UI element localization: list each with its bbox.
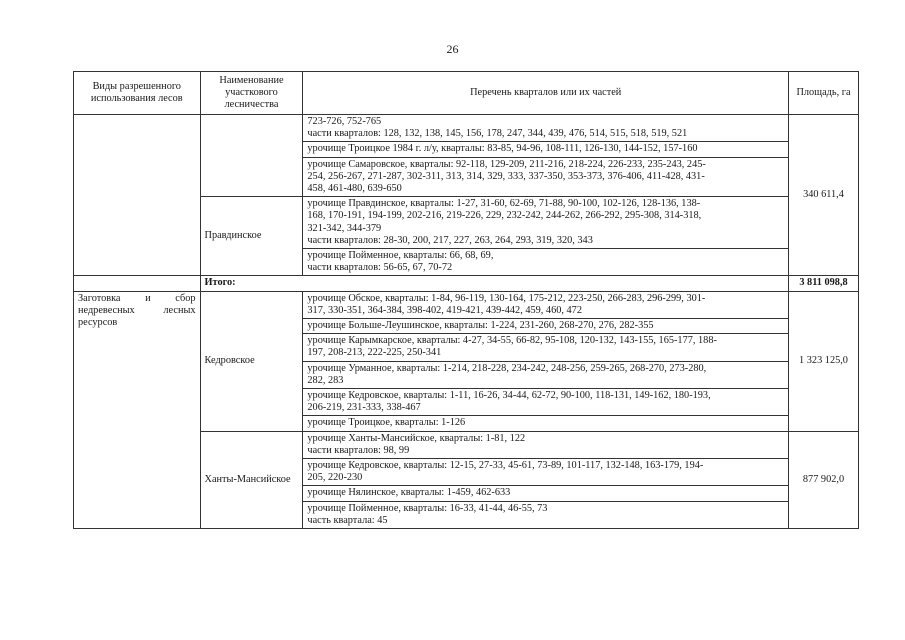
text-line: урочище Троицкое, кварталы: 1-126 [307, 417, 466, 429]
table-header-row [74, 72, 859, 115]
text-line: урочище Ханты-Мансийское, кварталы: 1-81, 122 [307, 432, 526, 444]
page-number: 26 [446, 42, 459, 56]
total-value: 3 811 098,8 [789, 276, 859, 291]
quarters-cell [303, 486, 789, 501]
quarters-cell [303, 361, 789, 388]
quarters-cell [303, 431, 789, 458]
text-line: урочище Правдинское, кварталы: 1-27, 31-60, 62-69, 71-88, 90-100, 102-126, 128-136, 138- [307, 198, 701, 210]
text-line: 205, 220-230 [307, 472, 363, 484]
quarters-cell [303, 157, 789, 197]
total-row [74, 276, 859, 291]
forestry-cell: Ханты-Мансийское [200, 431, 303, 528]
quarters-cell [303, 319, 789, 334]
text-line: урочище Нялинское, кварталы: 1-459, 462-633 [307, 487, 511, 499]
area-cell: 1 323 125,0 [789, 291, 859, 431]
total-empty-cell [74, 276, 201, 291]
text-line: урочище Кедровское, кварталы: 1-11, 16-26, 34-44, 62-72, 90-100, 118-131, 149-162, 180-193, [307, 390, 711, 402]
text-line: 206-219, 231-333, 338-467 [307, 402, 421, 414]
text-line: 321-342, 344-379 [307, 222, 382, 234]
quarters-cell [303, 459, 789, 486]
quarters-cell [303, 197, 789, 249]
area-cell: 877 902,0 [789, 431, 859, 528]
text-line: урочище Кедровское, кварталы: 12-15, 27-33, 45-61, 73-89, 101-117, 132-148, 163-179, 194- [307, 460, 704, 472]
header-forestry: Наименование участкового лесничества [200, 72, 303, 115]
text-line: часть квартала: 45 [307, 514, 388, 526]
text-line: урочище Урманное, кварталы: 1-214, 218-228, 234-242, 248-256, 259-265, 268-270, 273-280, [307, 362, 707, 374]
text-line: 282, 283 [307, 374, 344, 386]
quarters-cell [303, 334, 789, 361]
text-line: урочище Карымкарское, кварталы: 4-27, 34-55, 66-82, 95-108, 120-132, 143-155, 165-177, 188- [307, 335, 717, 347]
text-line: 197, 208-213, 222-225, 250-341 [307, 347, 442, 359]
quarters-cell [303, 501, 789, 528]
text-line: части кварталов: 128, 132, 138, 145, 156, 178, 247, 344, 439, 476, 514, 515, 518, 519, 521 [307, 128, 688, 140]
table-row [74, 291, 859, 318]
text-line: 168, 170-191, 194-199, 202-216, 219-226, 229, 232-242, 244-262, 266-292, 295-308, 314-318, [307, 210, 702, 222]
quarters-cell [303, 115, 789, 142]
forestry-cell-empty [200, 115, 303, 197]
text-line: урочище Обское, кварталы: 1-84, 96-119, 130-164, 175-212, 223-250, 266-283, 296-299, 301- [307, 292, 706, 304]
quarters-cell [303, 291, 789, 318]
forestry-cell: Правдинское [200, 197, 303, 276]
quarters-cell [303, 416, 789, 431]
text-line: урочище Пойменное, кварталы: 16-33, 41-44, 46-55, 73 [307, 502, 548, 514]
header-area: Площадь, га [789, 72, 859, 115]
total-label: Итого: [200, 276, 788, 291]
quarters-cell [303, 389, 789, 416]
quarters-cell [303, 142, 789, 157]
quarters-cell [303, 249, 789, 276]
area-cell: 340 611,4 [789, 115, 859, 276]
forestry-cell: Кедровское [200, 291, 303, 431]
text-line: части кварталов: 56-65, 67, 70-72 [307, 262, 453, 274]
text-line: части кварталов: 28-30, 200, 217, 227, 263, 264, 293, 319, 320, 343 [307, 234, 593, 246]
text-line: урочище Самаровское, кварталы: 92-118, 129-209, 211-216, 218-224, 226-233, 235-243, 245- [307, 158, 706, 170]
text-line: 254, 256-267, 271-287, 302-311, 313, 314, 329, 333, 337-350, 353-373, 376-406, 411-428, 431- [307, 170, 705, 182]
table-row [74, 115, 859, 142]
use-type-cell: Заготовка и сбор недревесных лесных ресурсов [74, 291, 201, 528]
forest-quarters-table [73, 71, 859, 529]
header-use-type: Виды разрешенного использования лесов [74, 72, 201, 115]
text-line: 317, 330-351, 364-384, 398-402, 419-421, 439-442, 459, 460, 472 [307, 304, 582, 316]
text-line: урочище Пойменное, кварталы: 66, 68, 69, [307, 250, 494, 262]
text-line: урочище Больше-Леушинское, кварталы: 1-224, 231-260, 268-270, 276, 282-355 [307, 320, 654, 332]
header-quarters: Перечень кварталов или их частей [303, 72, 789, 115]
text-line: части кварталов: 98, 99 [307, 444, 410, 456]
text-line: урочище Троицкое 1984 г. л/у, кварталы: 83-85, 94-96, 108-111, 126-130, 144-152, 157-160 [307, 143, 698, 155]
text-line: 458, 461-480, 639-650 [307, 183, 402, 195]
text-line: 723-726, 752-765 [307, 116, 382, 127]
use-type-cell-empty [74, 115, 201, 276]
